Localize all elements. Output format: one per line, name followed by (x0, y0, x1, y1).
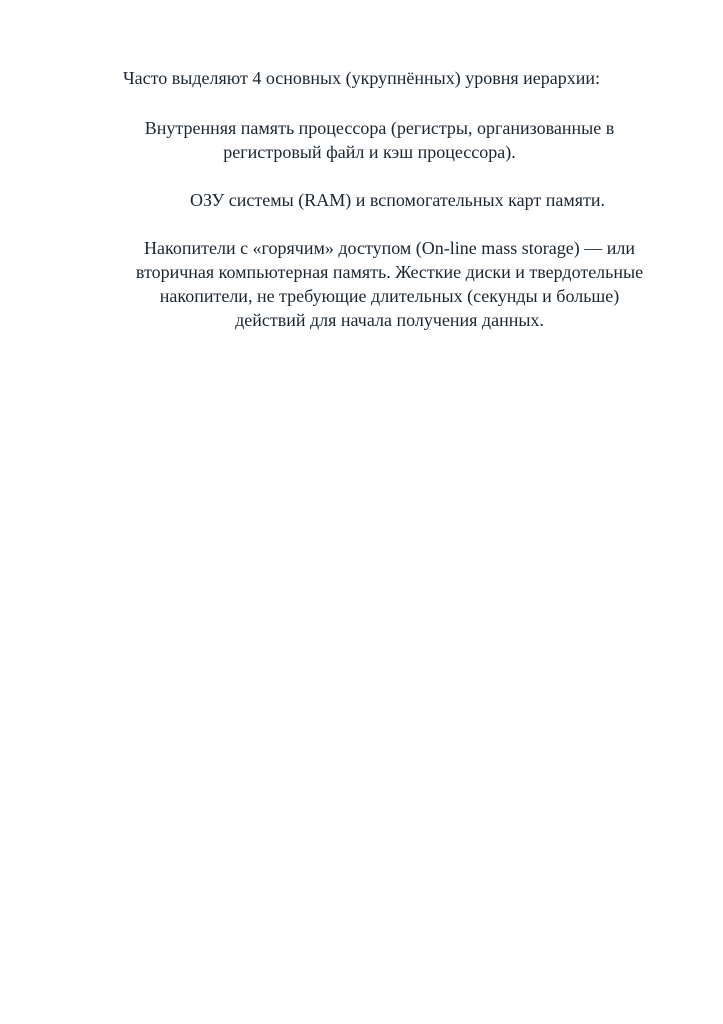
intro-text: Часто выделяют 4 основных (укрупнённых) уровня иерархии: (122, 68, 601, 88)
level1-line2: регистровый файл и кэш процессора). (223, 142, 516, 162)
level3-line2: вторичная компьютерная память. Жесткие диски и твердотельные (135, 262, 644, 282)
level3-line3: накопители, не требующие длительных (секунды и больше) (159, 286, 620, 306)
level1-line1: Внутренняя память процессора (регистры, организованные в (144, 118, 615, 138)
level2-line1: ОЗУ системы (RAM) и вспомогательных карт памяти. (189, 190, 606, 210)
level3-line4: действий для начала получения данных. (235, 310, 544, 330)
level3-line1: Накопители с «горячим» доступом (On-line mass storage) — или (144, 238, 635, 258)
